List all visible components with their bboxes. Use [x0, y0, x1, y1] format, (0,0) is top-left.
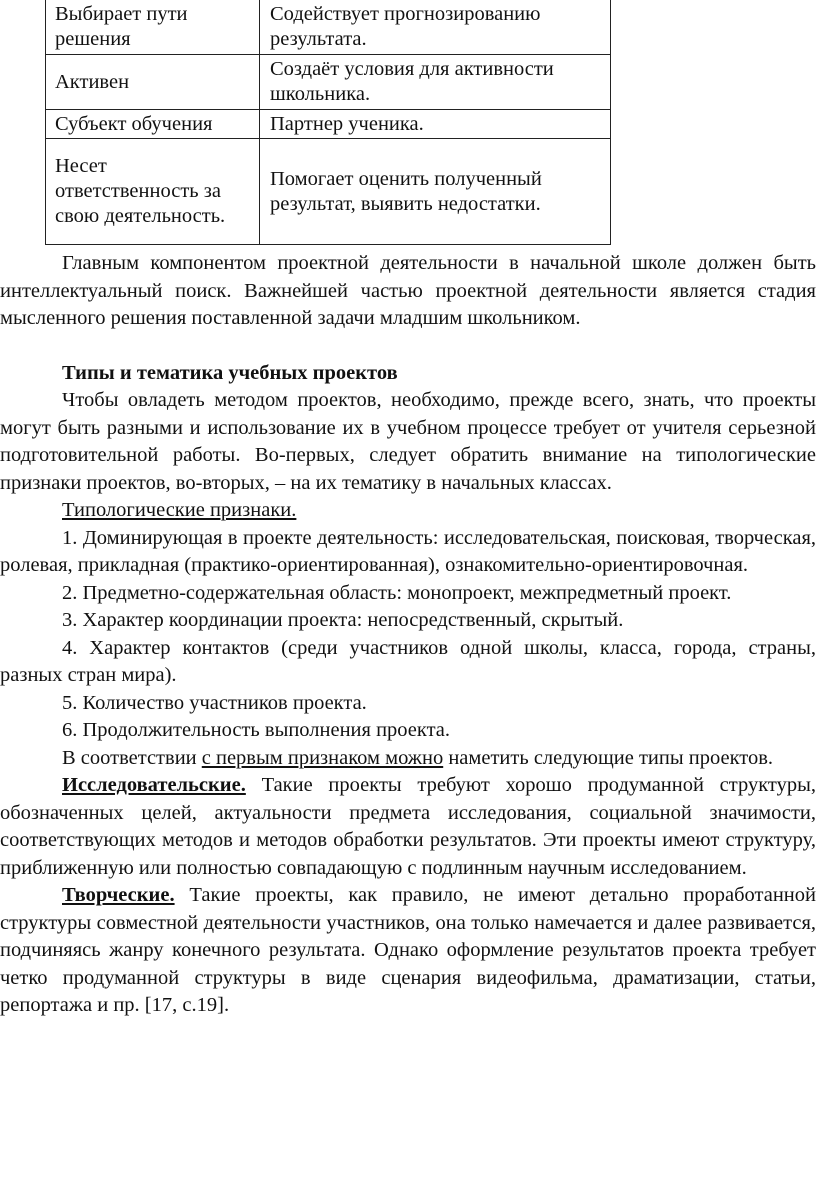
research-paragraph [0, 772, 816, 882]
table-cell: Активен [46, 55, 260, 110]
list-item: 2. Предметно-содержательная область: монопроект, межпредметный проект. [62, 581, 732, 604]
typology-label-line [0, 497, 816, 525]
list-item: 4. Характер контактов (среди участников одной школы, класса, города, страны, разных стран мира). [0, 636, 816, 686]
table-cell: Содействует прогнозированию результата. [260, 0, 611, 55]
section-heading: Типы и тематика учебных проектов [62, 361, 398, 384]
creative-text: Такие проекты, как правило, не имеют детально проработанной структуры совместной деятельности участников, она только намечается и далее развивается, подчиняясь жанру конечного результата. Однако оформление результатов проекта требует четко продуманной структуры в виде сценария видеофильма, драматизации, статьи, репортажа и пр. [17, с.19]. [0, 884, 816, 1016]
list-item: 5. Количество участников проекта. [62, 691, 367, 714]
table-cell: Помогает оценить полученный результат, выявить недостатки. [260, 139, 611, 245]
body-text [0, 250, 816, 1020]
research-term: Исследовательские. [62, 774, 246, 796]
table-row [46, 139, 611, 245]
research-text: Такие проекты требуют хорошо продуманной структуры, обозначенных целей, актуальности предмета исследования, социальной значимости, соответствующих методов и методов обработки результатов. Эти проекты имеют структуру, приближенную или полностью совпадающую с подлинным научным исследованием. [0, 774, 816, 879]
creative-term: Творческие. [62, 884, 175, 906]
comparison-table [45, 0, 611, 245]
method-paragraph: Чтобы овладеть методом проектов, необходимо, прежде всего, знать, что проекты могут быть разными и использование их в учебном процессе требует от учителя серьезной подготовительной работы. Во-первых, следует обратить внимание на типологические признаки проектов, во-вторых, – на их тематику в начальных классах. [0, 389, 816, 494]
table-row [46, 110, 611, 139]
table-cell: Несет ответственность за свою деятельность. [46, 139, 260, 245]
table-cell: Партнер ученика. [260, 110, 611, 139]
conclusion-underlined: с первым признаком можно [201, 746, 444, 769]
list-item: 3. Характер координации проекта: непосредственный, скрытый. [62, 609, 624, 631]
list-item: 6. Продолжительность выполнения проекта. [62, 719, 451, 741]
conclusion-after: наметить следующие типы проектов. [443, 746, 774, 769]
creative-paragraph [0, 882, 816, 1020]
conclusion-paragraph [0, 745, 816, 773]
conclusion-before: В соответствии [62, 746, 202, 769]
table-row [46, 55, 611, 110]
intro-paragraph: Главным компонентом проектной деятельности в начальной школе должен быть интеллектуальный поиск. Важнейшей частью проектной деятельности является стадия мысленного решения поставленной задачи младшим школьником. [0, 252, 816, 329]
typology-label: Типологические признаки. [62, 499, 297, 521]
table-cell: Выбирает пути решения [46, 0, 260, 55]
table-row [46, 0, 611, 55]
list-item: 1. Доминирующая в проекте деятельность: исследовательская, поисковая, творческая, ролевая, прикладная (практико-ориентированная), ознакомительно-ориентировочная. [0, 526, 816, 576]
table-cell: Субъект обучения [46, 110, 260, 139]
table-cell: Создаёт условия для активности школьника. [260, 55, 611, 110]
